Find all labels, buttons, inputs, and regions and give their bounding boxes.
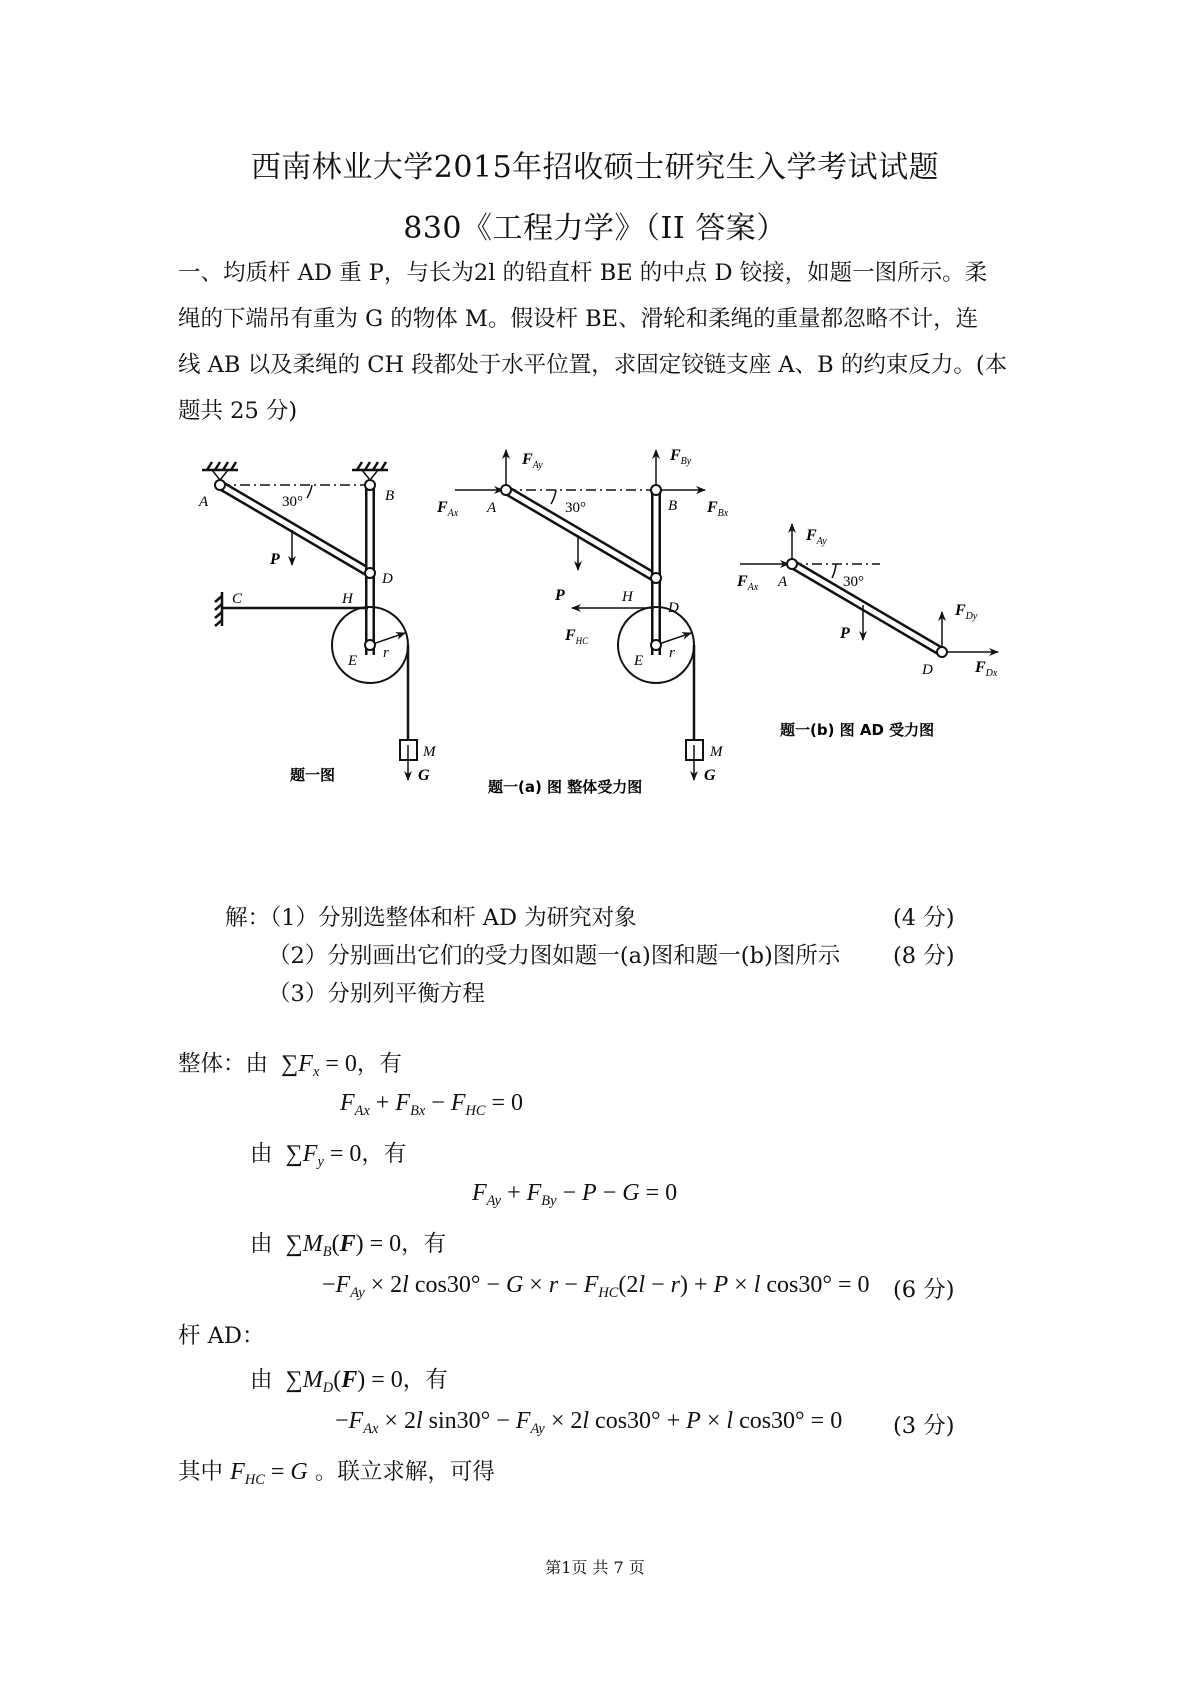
label-m: M [710,744,723,760]
equation-sum-fx: $F_{Ax} + F_{Bx} - F_{HC} = 0$ [340,1090,524,1120]
page-subtitle: 830《工程力学》（II 答案） [403,211,787,246]
sum-mb-intro: 由 $\sum M_B(F) = 0$，有 [250,1231,447,1261]
page-footer: 第1页 共 7 页 [545,1558,645,1577]
label-p: P [270,551,280,568]
problem-line: 线 AB 以及柔绳的 CH 段都处于水平位置，求固定铰链支座 A、B 的约束反力。(本 [178,352,1008,378]
label-angle: 30° [282,494,303,510]
label-angle: 30° [843,574,864,590]
label-fhc: $F_{HC}$ [565,627,589,646]
label-fax: $F_{Ax}$ [437,499,459,519]
label-r: r [383,645,389,661]
label-b: B [668,498,678,514]
wall-c [215,592,222,626]
label-c: C [232,591,243,607]
label-fay: $F_{Ay}$ [806,527,827,547]
figures-area [0,440,1190,840]
score-eq3: (6 分) [893,1277,955,1303]
label-a: A [487,500,497,516]
figure-a [436,447,729,796]
label-fay: $F_{Ay}$ [522,451,543,471]
label-a: A [199,494,209,510]
label-g: G [418,767,430,784]
figure-caption: 题一图 [290,766,336,784]
problem-line: 一、均质杆 AD 重 P，与长为2l 的铅直杆 BE 的中点 D 铰接，如题一图所示。柔 [178,260,988,286]
label-e: E [634,653,644,669]
hinge-support-a [202,462,238,480]
problem-line: 题共 25 分) [178,398,298,424]
label-fax: $F_{Ax}$ [737,573,759,593]
solution-step-2: （2）分别画出它们的受力图如题一(a)图和题一(b)图所示 [268,943,841,969]
label-g: G [704,767,716,784]
rod-ad-label: 杆 AD： [178,1323,265,1349]
hinge-support-b [352,462,388,480]
label-d: D [668,600,679,616]
you-word: 由 [250,1141,273,1167]
figure-1 [198,462,437,784]
label-r: r [669,645,675,661]
label-b: B [385,488,395,504]
you-text: ，有 [402,1367,448,1393]
you-word: 由 [250,1231,273,1257]
page-title: 西南林业大学2015年招收硕士研究生入学考试试题 [250,150,940,185]
equation-sum-mb: $-F_{Ay} \times 2l$ $\cos 30^\circ - G \times r - F_{HC}(2l - r) + P \times l$ cos30° = 0 [322,1272,870,1302]
figure-caption: 题一(b) 图 AD 受力图 [780,721,935,739]
label-fbx: $F_{Bx}$ [707,499,729,519]
sum-md-intro: 由 $\sum M_D(F) = 0$，有 [250,1367,448,1397]
problem-line: 绳的下端吊有重为 G 的物体 M。假设杆 BE、滑轮和柔绳的重量都忽略不计，连 [178,306,979,332]
label-p: P [840,625,850,642]
you-text: ，有 [361,1141,407,1167]
score-step-2: (8 分) [893,943,955,969]
label-d: D [922,662,933,678]
equation-sum-md: $-F_{Ax} \times 2l$ $\sin 30^\circ - F_{Ay} \times 2l$ cos30° + P × l cos30° = 0 [335,1408,843,1438]
equation-sum-fy: $F_{Ay} + F_{By} - P - G = 0$ [472,1180,678,1210]
label-a: A [778,574,788,590]
label-e: E [348,653,358,669]
label-h: H [622,589,633,605]
you-text: ，有 [356,1051,402,1077]
label-m: M [423,744,436,760]
solution-step-3: （3）分别列平衡方程 [268,981,485,1007]
whole-body-label: 整体：由 $\sum F_x = 0$，有 [178,1051,402,1081]
conclusion: 其中 $F_{HC} = G$ 。联立求解，可得 [178,1459,495,1489]
problem-statement [178,250,1007,434]
score-eq4: (3 分) [893,1413,955,1439]
you-word: 由 [250,1367,273,1393]
label-fdx: $F_{Dx}$ [975,659,998,679]
label-angle: 30° [565,500,586,516]
label-d: D [382,571,393,587]
figure-b [736,524,998,739]
figure-caption: 题一(a) 图 整体受力图 [488,778,643,796]
you-text: ，有 [401,1231,447,1257]
solution-step-1: 解：（1）分别选整体和杆 AD 为研究对象 [225,905,637,931]
label-fdy: $F_{Dy}$ [955,602,978,622]
label-fby: $F_{By}$ [670,447,692,467]
label-h: H [342,591,353,607]
sum-fy-intro: 由 $\sum F_y = 0$，有 [250,1141,407,1171]
whole-label-text: 整体：由 [178,1051,269,1077]
label-p: P [555,587,565,604]
score-step-1: (4 分) [893,905,955,931]
